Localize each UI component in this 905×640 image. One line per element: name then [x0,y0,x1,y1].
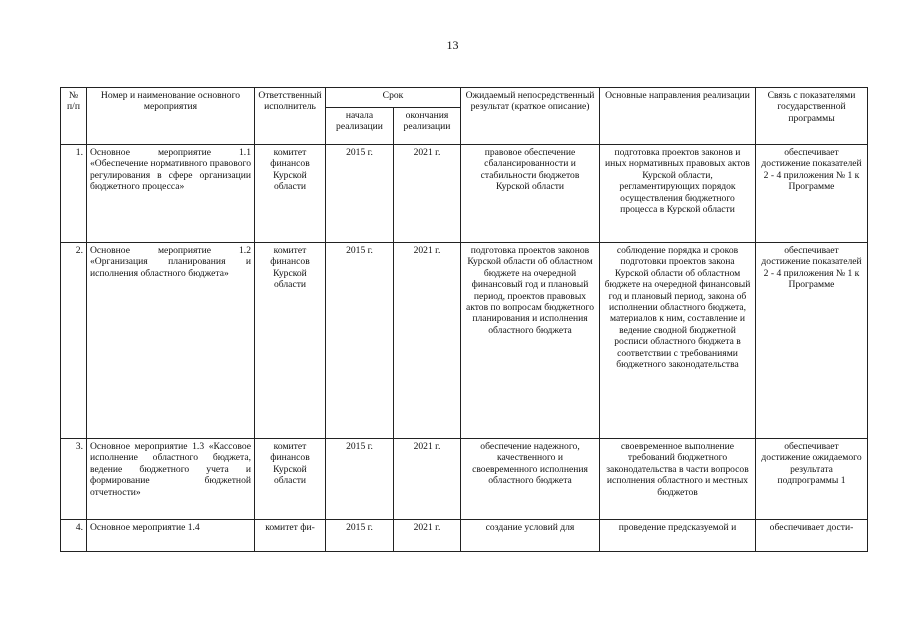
row-number: 2. [61,243,87,439]
responsible: комитет финансов Курской области [255,439,326,520]
end-year: 2021 г. [394,243,461,439]
expected-result: создание условий для [461,520,600,552]
main-directions: подготовка проектов законов и иных нормативных правовых актов Курской области, регламентирующих порядок осуществления бюджетного процесса в Курской области [600,145,756,243]
row-number: 1. [61,145,87,243]
header-name: Номер и наименование основного мероприятия [87,88,255,145]
header-result: Ожидаемый непосредственный результат (краткое описание) [461,88,600,145]
responsible: комитет финансов Курской области [255,145,326,243]
start-year: 2015 г. [326,145,394,243]
end-year: 2021 г. [394,145,461,243]
header-start: начала реализации [326,108,394,145]
start-year: 2015 г. [326,520,394,552]
start-year: 2015 г. [326,243,394,439]
indicator-link: обеспечивает достижение ожидаемого результата подпрограммы 1 [756,439,868,520]
main-directions: соблюдение порядка и сроков подготовки проектов закона Курской области об областном бюджете на очередной финансовый год и плановый период, закона об исполнении областного бюджета, материалов к ним, составление и ведение сводной бюджетной росписи областного бюджета в соответствии с требованиями бюджетного законодательства [600,243,756,439]
header-term: Срок [326,88,461,108]
activities-table [60,87,868,552]
row-number: 3. [61,439,87,520]
end-year: 2021 г. [394,520,461,552]
table-row [61,243,868,439]
start-year: 2015 г. [326,439,394,520]
main-directions: своевременное выполнение требований бюджетного законодательства в части вопросов исполнения областного и местных бюджетов [600,439,756,520]
responsible: комитет финансов Курской области [255,243,326,439]
table-row [61,145,868,243]
expected-result: подготовка проектов законов Курской области об областном бюджете на очередной финансовый год и плановый период, проектов правовых актов по вопросам бюджетного планирования и исполнения областного бюджета [461,243,600,439]
indicator-link: обеспечивает дости- [756,520,868,552]
header-directions: Основные направления реализации [600,88,756,145]
activity-name: Основное мероприятие 1.2 «Организация планирования и исполнения областного бюджета» [87,243,255,439]
page-number: 13 [446,38,459,52]
indicator-link: обеспечивает достижение показателей 2 - 4 приложения № 1 к Программе [756,243,868,439]
activity-name: Основное мероприятие 1.3 «Кассовое исполнение областного бюджета, ведение бюджетного учета и формирование бюджетной отчетности» [87,439,255,520]
header-link: Связь с показателями государственной программы [756,88,868,145]
end-year: 2021 г. [394,439,461,520]
main-directions: проведение предсказуемой и [600,520,756,552]
activity-name: Основное мероприятие 1.4 [87,520,255,552]
row-number: 4. [61,520,87,552]
expected-result: обеспечение надежного, качественного и своевременного исполнения областного бюджета [461,439,600,520]
header-end: окончания реализации [394,108,461,145]
expected-result: правовое обеспечение сбалансированности и стабильности бюджетов Курской области [461,145,600,243]
header-responsible: Ответственный исполнитель [255,88,326,145]
table-row [61,520,868,552]
header-num: № п/п [61,88,87,145]
responsible: комитет фи- [255,520,326,552]
indicator-link: обеспечивает достижение показателей 2 - 4 приложения № 1 к Программе [756,145,868,243]
activity-name: Основное мероприятие 1.1 «Обеспечение нормативного правового регулирования в сфере организации бюджетного процесса» [87,145,255,243]
table-row [61,439,868,520]
